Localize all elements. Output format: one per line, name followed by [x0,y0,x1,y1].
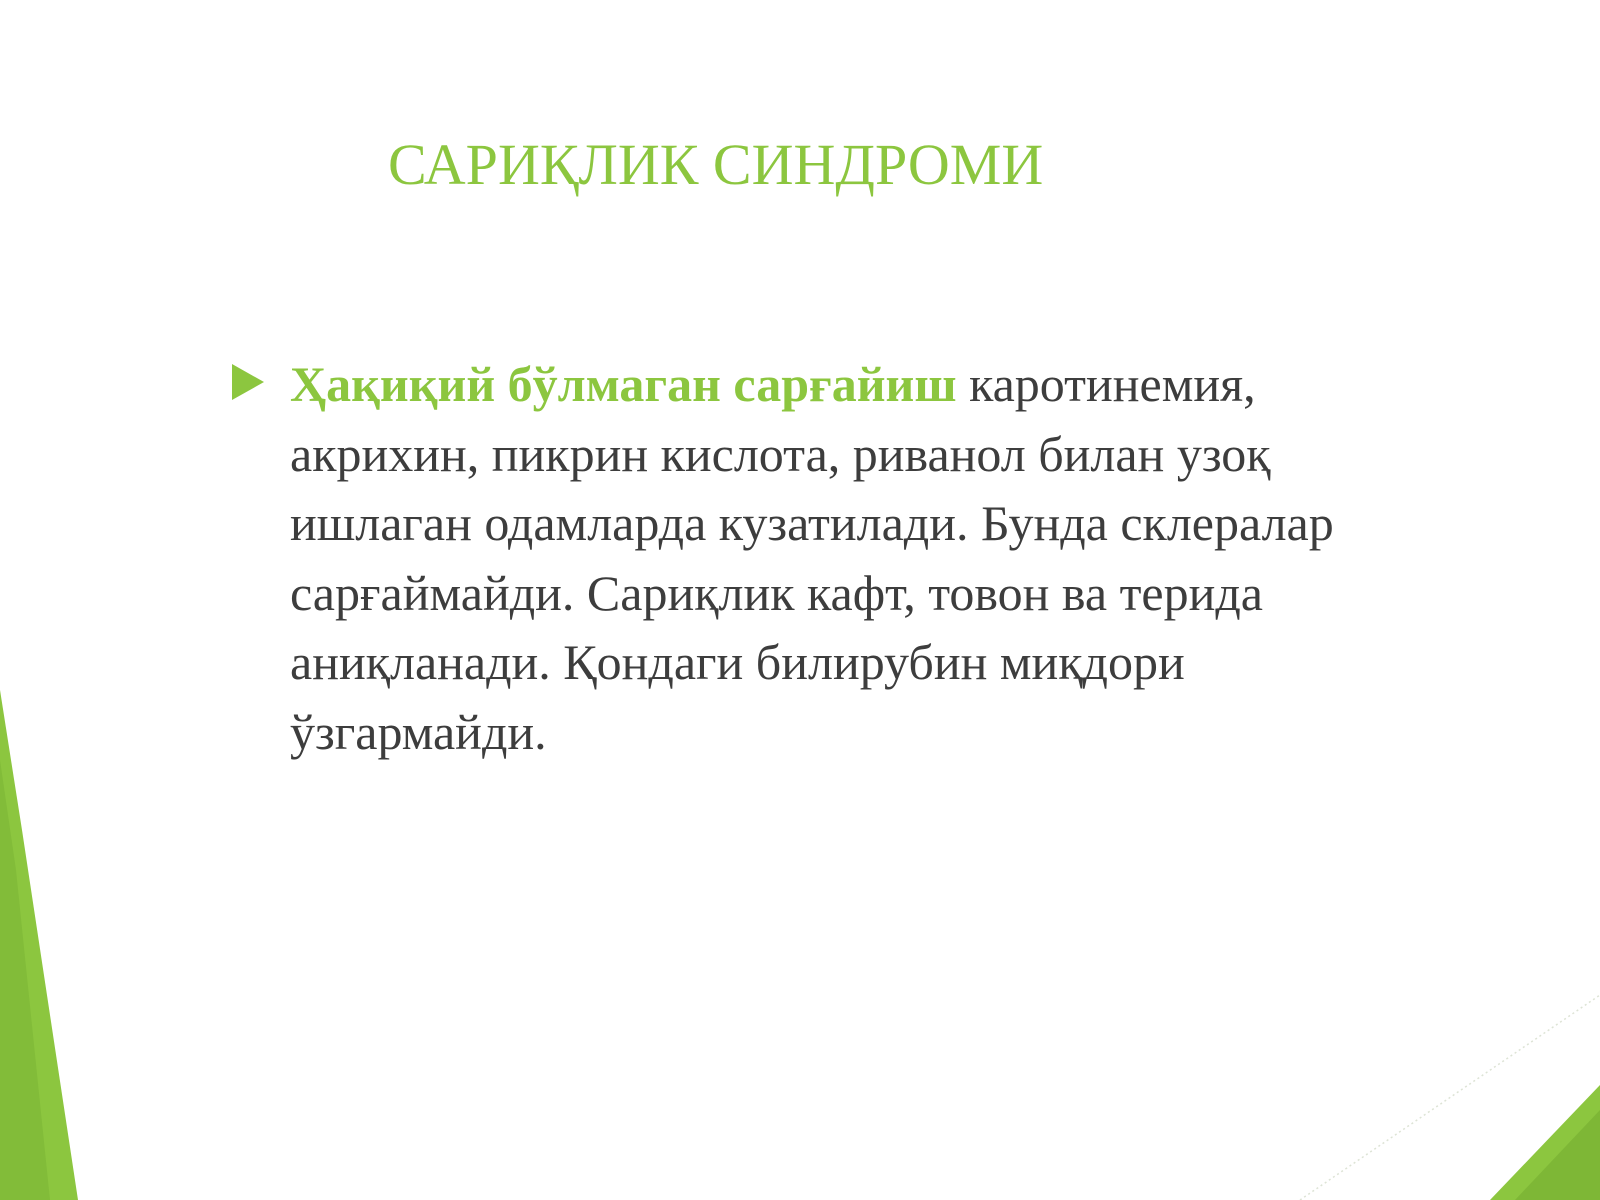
bottom-right-green-corner-shade [1515,1110,1600,1200]
bullet-list [232,350,1452,767]
bullet-lead-text: Ҳақиқий бўлмаган сарғайиш [290,356,957,412]
slide-title: САРИҚЛИК СИНДРОМИ [388,132,1044,197]
bullet-body-text: каротинемия, акрихин, пикрин кислота, риванол билан узоқ ишлаган одамларда кузатилади. Бунда склералар сарғаймайди. Сариқлик кафт, товон ва терида аниқланади. Қондаги билирубин миқдори ўзгармайди. [290,356,1334,760]
triangle-bullet-icon [232,364,264,400]
bullet-paragraph [290,350,1450,767]
